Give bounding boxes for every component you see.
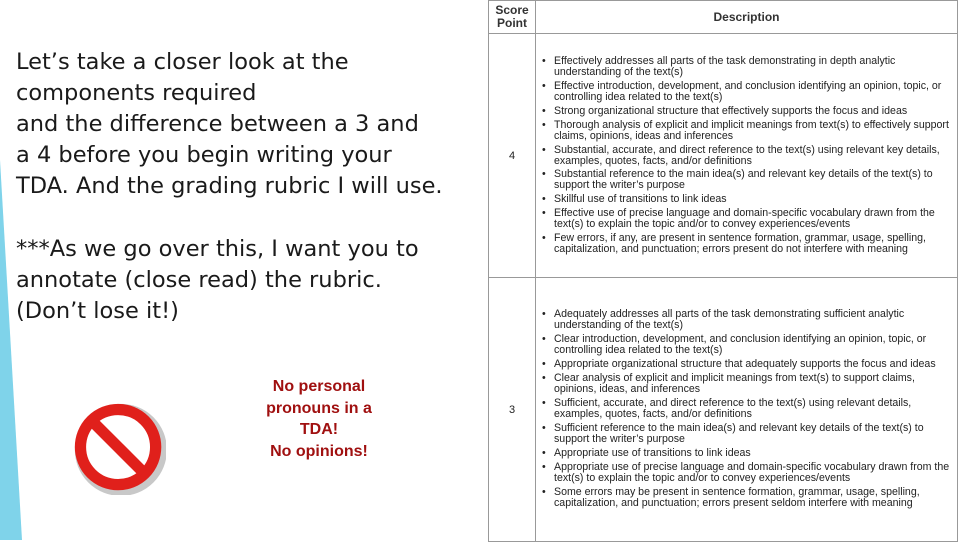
description-cell-3	[536, 278, 958, 542]
criterion-item: • Effectively addresses all parts of the task demonstrating in depth analytic understanding of the text(s)	[554, 56, 957, 78]
warning-line: No opinions!	[270, 442, 368, 460]
criterion-item: • Strong organizational structure that effectively supports the focus and ideas	[554, 106, 957, 117]
description-header: Description	[536, 1, 958, 34]
criterion-item: • Clear analysis of explicit and implicit meanings from text(s) to support claims, opinions, ideas, and inferences	[554, 373, 957, 395]
intro-line: and the difference between a 3 and	[16, 111, 419, 137]
score-header-line: Score	[495, 3, 529, 17]
warning-line: pronouns in a	[266, 399, 372, 417]
criterion-item: • Adequately addresses all parts of the task demonstrating sufficient analytic understanding of the text(s)	[554, 309, 957, 331]
note-line: (Don’t lose it!)	[16, 298, 179, 324]
intro-line: a 4 before you begin writing your	[16, 142, 392, 168]
score-cell-3: 3	[489, 278, 536, 542]
rubric-row-3	[489, 278, 958, 542]
rubric-header-row	[489, 1, 958, 34]
warning-line: No personal	[272, 378, 366, 395]
intro-line: TDA. And the grading rubric I will use.	[16, 173, 443, 199]
criteria-list-3	[536, 307, 957, 508]
warning-text	[250, 376, 388, 462]
criterion-item: • Few errors, if any, are present in sentence formation, grammar, usage, spelling, capitalization, and punctuation; errors present do not interfere with meaning	[554, 233, 957, 255]
criterion-item: • Appropriate use of precise language and domain-specific vocabulary drawn from the text(s) to explain the topic and/or to convey experiences/events	[554, 462, 957, 484]
rubric-table-panel	[488, 0, 960, 540]
criterion-item: • Substantial, accurate, and direct reference to the text(s) using relevant key details, examples, quotes, facts, and/or definitions	[554, 145, 957, 167]
criterion-item: • Appropriate use of transitions to link ideas	[554, 448, 957, 459]
intro-line: Let’s take a closer look at the	[16, 49, 349, 75]
accent-triangle	[0, 160, 22, 540]
score-point-header	[489, 1, 536, 34]
intro-line: components required	[16, 80, 257, 106]
criterion-item: • Thorough analysis of explicit and implicit meanings from text(s) to effectively support claims, opinions, ideas and inferences	[554, 120, 957, 142]
score-cell-4: 4	[489, 34, 536, 278]
description-cell-4	[536, 34, 958, 278]
rubric-table	[488, 0, 958, 542]
criterion-item: • Sufficient, accurate, and direct reference to the text(s) using relevant details, examples, quotes, facts, and/or definitions	[554, 398, 957, 420]
criterion-item: • Substantial reference to the main idea(s) and relevant key details of the text(s) to support the writer’s purpose	[554, 169, 957, 191]
criterion-item: • Skillful use of transitions to link ideas	[554, 194, 957, 205]
criteria-list-4	[536, 53, 957, 255]
warning-line: TDA!	[299, 421, 339, 438]
note-line: annotate (close read) the rubric.	[16, 267, 382, 293]
criterion-item: • Clear introduction, development, and conclusion identifying an opinion, topic, or controlling idea related to the text(s)	[554, 334, 957, 356]
criterion-item: • Some errors may be present in sentence formation, grammar, usage, spelling, capitalization, and punctuation; errors present seldom interfere with meaning	[554, 487, 957, 509]
criterion-item: • Effective introduction, development, and conclusion identifying an opinion, topic, or controlling idea related to the text(s)	[554, 81, 957, 103]
score-header-line: Point	[497, 16, 527, 30]
no-prohibited-icon	[72, 401, 166, 495]
criterion-item: • Effective use of precise language and domain-specific vocabulary drawn from the text(s) to explain the topic and/or to convey experiences/events	[554, 208, 957, 230]
rubric-row-4	[489, 34, 958, 278]
annotate-note	[16, 234, 486, 327]
intro-text	[16, 47, 486, 202]
criterion-item: • Appropriate organizational structure that adequately supports the focus and ideas	[554, 359, 957, 370]
note-line: ***As we go over this, I want you to	[16, 236, 419, 262]
criterion-item: • Sufficient reference to the main idea(s) and relevant key details of the text(s) to support the writer’s purpose	[554, 423, 957, 445]
